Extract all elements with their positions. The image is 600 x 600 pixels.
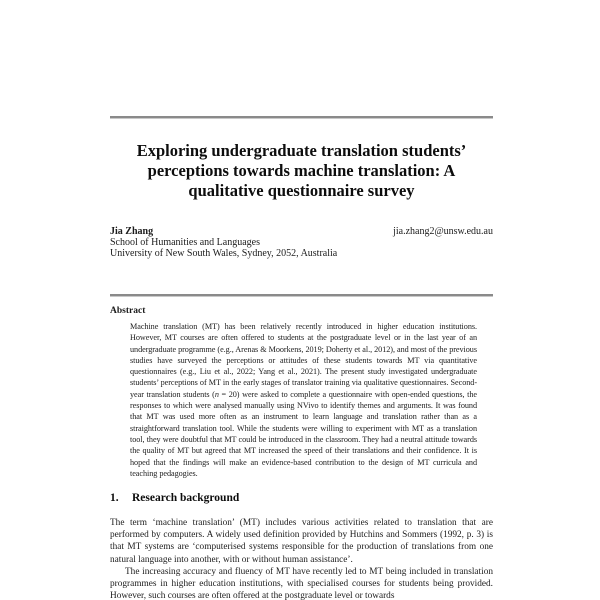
affiliation-school: School of Humanities and Languages — [110, 236, 260, 248]
section-heading — [110, 492, 493, 504]
abstract-text-part2: = 20) were asked to complete a questionnaire with open-ended questions, the responses to which were analysed manually using NVivo to identify themes and arguments. It was found that MT was used more often as an instrument to learn language and translation rather than as a straightforward translation tool. While the students were willing to experiment with MT as a translation tool, they were doubtful that MT could be introduced in the classroom. They had a neutral attitude towards the quality of MT but agreed that MT increased the speed of their translations and their confidence. It is hoped that the findings will make an evidence-based contribution to the design of MT curricula and teaching pedagogies. — [130, 389, 477, 478]
top-divider — [110, 116, 493, 119]
abstract-text — [130, 321, 477, 479]
section-number: 1. — [110, 492, 119, 504]
paper-title: Exploring undergraduate translation students’ perceptions towards machine translation: A qualitative questionnaire survey — [136, 141, 467, 200]
abstract-text-part1: Machine translation (MT) has been relatively recently introduced in higher education institutions. However, MT courses are often offered to students at the postgraduate level or in the last year of an undergraduate programme (e.g., Arenas & Moorkens, 2019; Doherty et al., 2012), and most of the previous studies have surveyed the perceptions or attitudes of these students towards MT via quantitative questionnaires (e.g., Liu et al., 2022; Yang et al., 2021). The present study investigated undergraduate students’ perceptions of MT in the early stages of translator training via qualitative questionnaires. Second-year translation students ( — [130, 322, 477, 399]
author-block — [110, 227, 493, 259]
abstract-heading: Abstract — [110, 306, 146, 316]
paragraph-2: The increasing accuracy and fluency of MT have recently led to MT being included in translation programmes in higher education institutions, with specialised courses for students being provided. However, such courses are often offered at the postgraduate level or towards — [110, 566, 493, 600]
affiliation-university: University of New South Wales, Sydney, 2052, Australia — [110, 247, 338, 259]
body-text — [110, 517, 493, 600]
author-name: Jia Zhang — [110, 226, 154, 237]
abstract-italic-n: n — [214, 389, 219, 399]
paragraph-1: The term ‘machine translation’ (MT) includes various activities related to translation that are performed by computers. A widely used definition provided by Hutchins and Sommers (1992, p. 3) is that MT systems are ‘computerised systems responsible for the production of translations from one natural language into another, with or without human assistance’. — [110, 518, 493, 565]
author-email: jia.zhang2@unsw.edu.au — [393, 226, 493, 237]
section-title: Research background — [132, 492, 240, 504]
abstract-divider — [110, 294, 493, 297]
